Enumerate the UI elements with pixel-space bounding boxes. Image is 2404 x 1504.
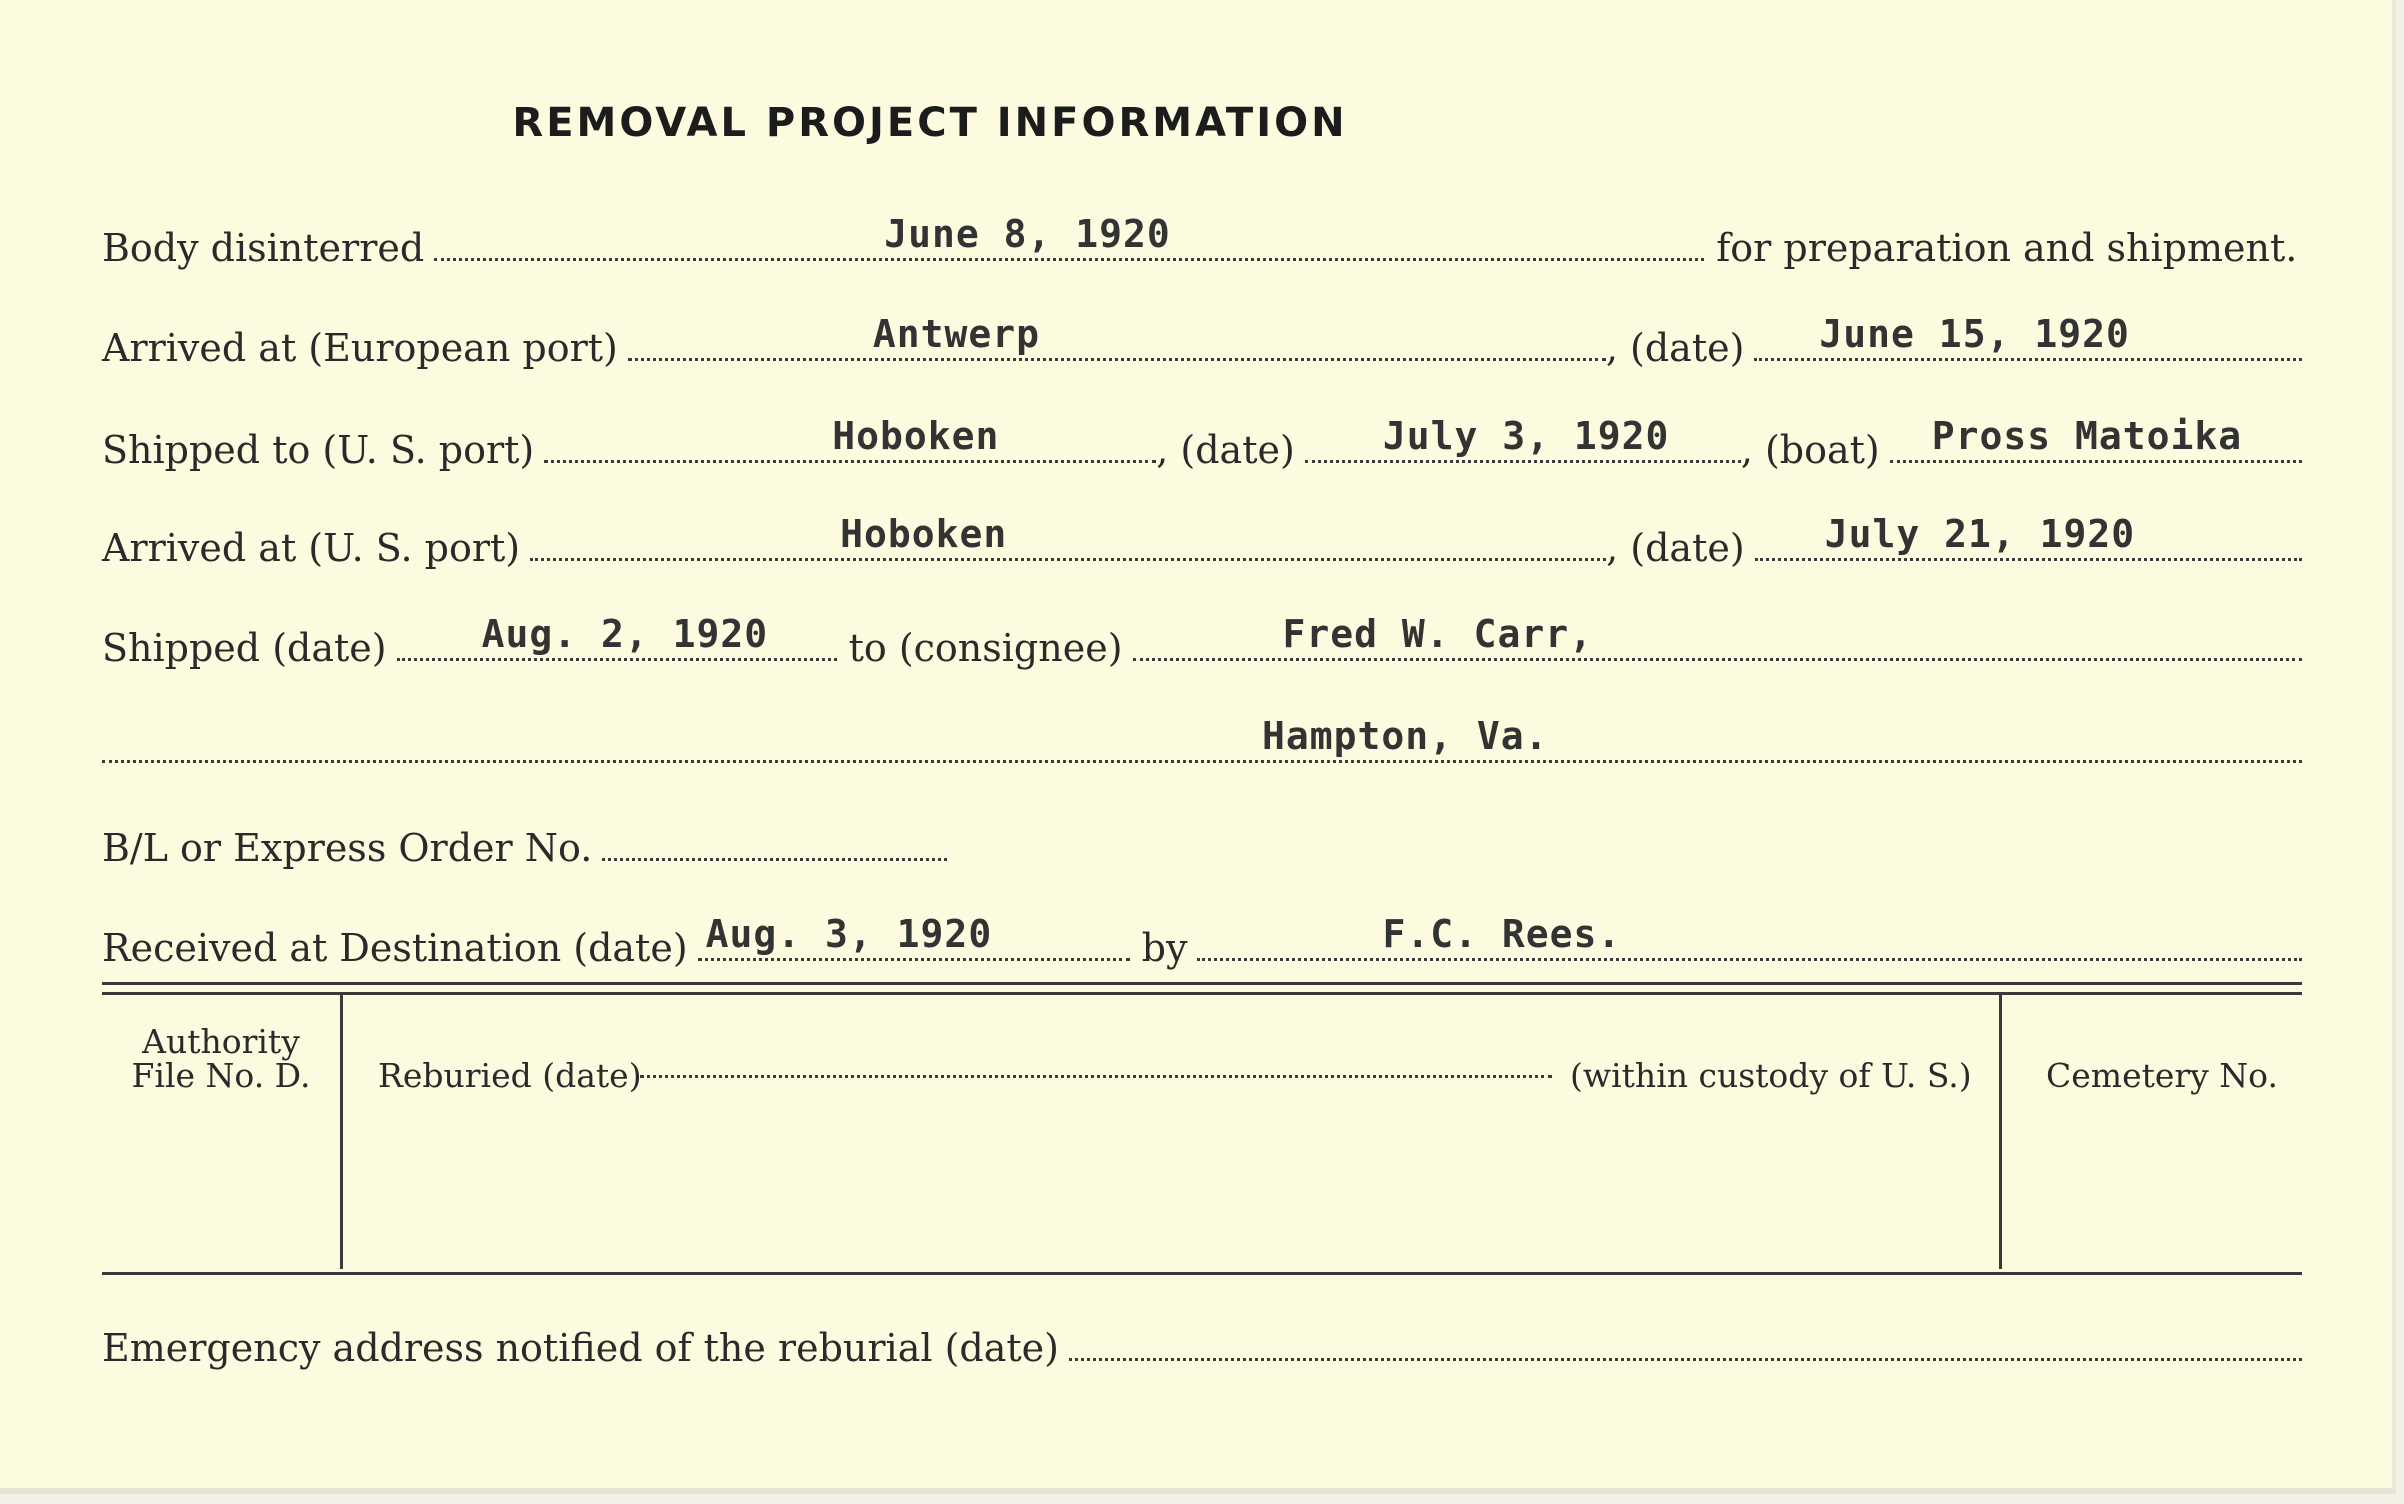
boat-value: Pross Matoika <box>1931 414 2243 458</box>
received-date-value: Aug. 3, 1920 <box>705 912 993 956</box>
shipped-date-label: Shipped (date) <box>102 626 387 670</box>
table-divider-left <box>340 995 343 1269</box>
reburied-label: Reburied (date) <box>378 1056 642 1095</box>
row-emergency <box>102 1310 2302 1370</box>
consignee-line2-field[interactable] <box>102 704 2302 763</box>
boat-label: , (boat) <box>1740 428 1880 472</box>
boat-field[interactable] <box>1890 404 2302 463</box>
table-top-rule-2 <box>102 992 2302 995</box>
row-shipped-date <box>102 610 2302 670</box>
by-label: by <box>1141 926 1188 970</box>
shipped-us-date-label: , (date) <box>1156 428 1295 472</box>
table-top-rule <box>102 982 2302 985</box>
received-label: Received at Destination (date) <box>102 926 688 970</box>
arrived-europe-date-field[interactable] <box>1754 302 2302 361</box>
shipped-date-value: Aug. 2, 1920 <box>481 612 769 656</box>
row-arrived-europe <box>102 310 2302 370</box>
disinterred-label: Body disinterred <box>102 226 425 270</box>
arrived-us-date-field[interactable] <box>1755 502 2302 561</box>
cemetery-label: Cemetery No. <box>2046 1056 2278 1095</box>
bl-label: B/L or Express Order No. <box>102 826 593 870</box>
received-by-value: F.C. Rees. <box>1382 912 1622 956</box>
bl-field[interactable] <box>602 802 947 861</box>
table-divider-right <box>1999 995 2002 1269</box>
reburied-date-field[interactable] <box>640 1075 1552 1078</box>
us-port-value: Hoboken <box>832 414 1000 458</box>
file-no-label: File No. D. <box>131 1056 311 1095</box>
row-disinterred <box>102 210 2302 270</box>
arrived-us-port-value: Hoboken <box>840 512 1008 556</box>
received-by-field[interactable] <box>1197 902 2302 961</box>
row-shipped-us <box>102 412 2302 472</box>
custody-label: (within custody of U. S.) <box>1570 1056 1972 1095</box>
shipped-date-field[interactable] <box>397 602 837 661</box>
consignee-field[interactable] <box>1133 602 2302 661</box>
consignee-value: Fred W. Carr, <box>1282 612 1593 656</box>
emergency-label: Emergency address notified of the reburial (date) <box>102 1326 1059 1370</box>
row-consignee-line2 <box>102 712 2302 772</box>
shipped-us-date-field[interactable] <box>1305 404 1741 463</box>
authority-label: Authority <box>142 1022 300 1061</box>
arrived-europe-label: Arrived at (European port) <box>102 326 618 370</box>
consignee-label: to (consignee) <box>848 626 1123 670</box>
authority-cell <box>102 1022 340 1095</box>
european-port-value: Antwerp <box>872 312 1041 356</box>
disinterred-field[interactable] <box>434 202 1704 261</box>
emergency-date-field[interactable] <box>1069 1302 2302 1361</box>
table-bottom-rule <box>102 1272 2302 1275</box>
european-port-field[interactable] <box>628 302 1606 361</box>
consignee-line2-value: Hampton, Va. <box>1262 714 1549 758</box>
disinterred-suffix: for preparation and shipment. <box>1716 226 2298 270</box>
arrived-us-date-value: July 21, 1920 <box>1824 512 2136 556</box>
row-arrived-us <box>102 510 2302 570</box>
us-port-field[interactable] <box>544 404 1156 463</box>
arrived-us-date-label: , (date) <box>1606 526 1745 570</box>
shipped-us-label: Shipped to (U. S. port) <box>102 428 535 472</box>
received-date-field[interactable] <box>698 902 1130 961</box>
arrived-us-port-field[interactable] <box>530 502 1606 561</box>
page-title: REMOVAL PROJECT INFORMATION <box>512 100 1348 146</box>
shipped-us-date-value: July 3, 1920 <box>1382 414 1670 458</box>
arrived-europe-date-value: June 15, 1920 <box>1819 312 2130 356</box>
arrived-europe-date-label: , (date) <box>1605 326 1745 370</box>
row-bl <box>102 810 2302 870</box>
arrived-us-label: Arrived at (U. S. port) <box>102 526 521 570</box>
disinterred-value: June 8, 1920 <box>884 212 1171 256</box>
row-received <box>102 910 2302 970</box>
